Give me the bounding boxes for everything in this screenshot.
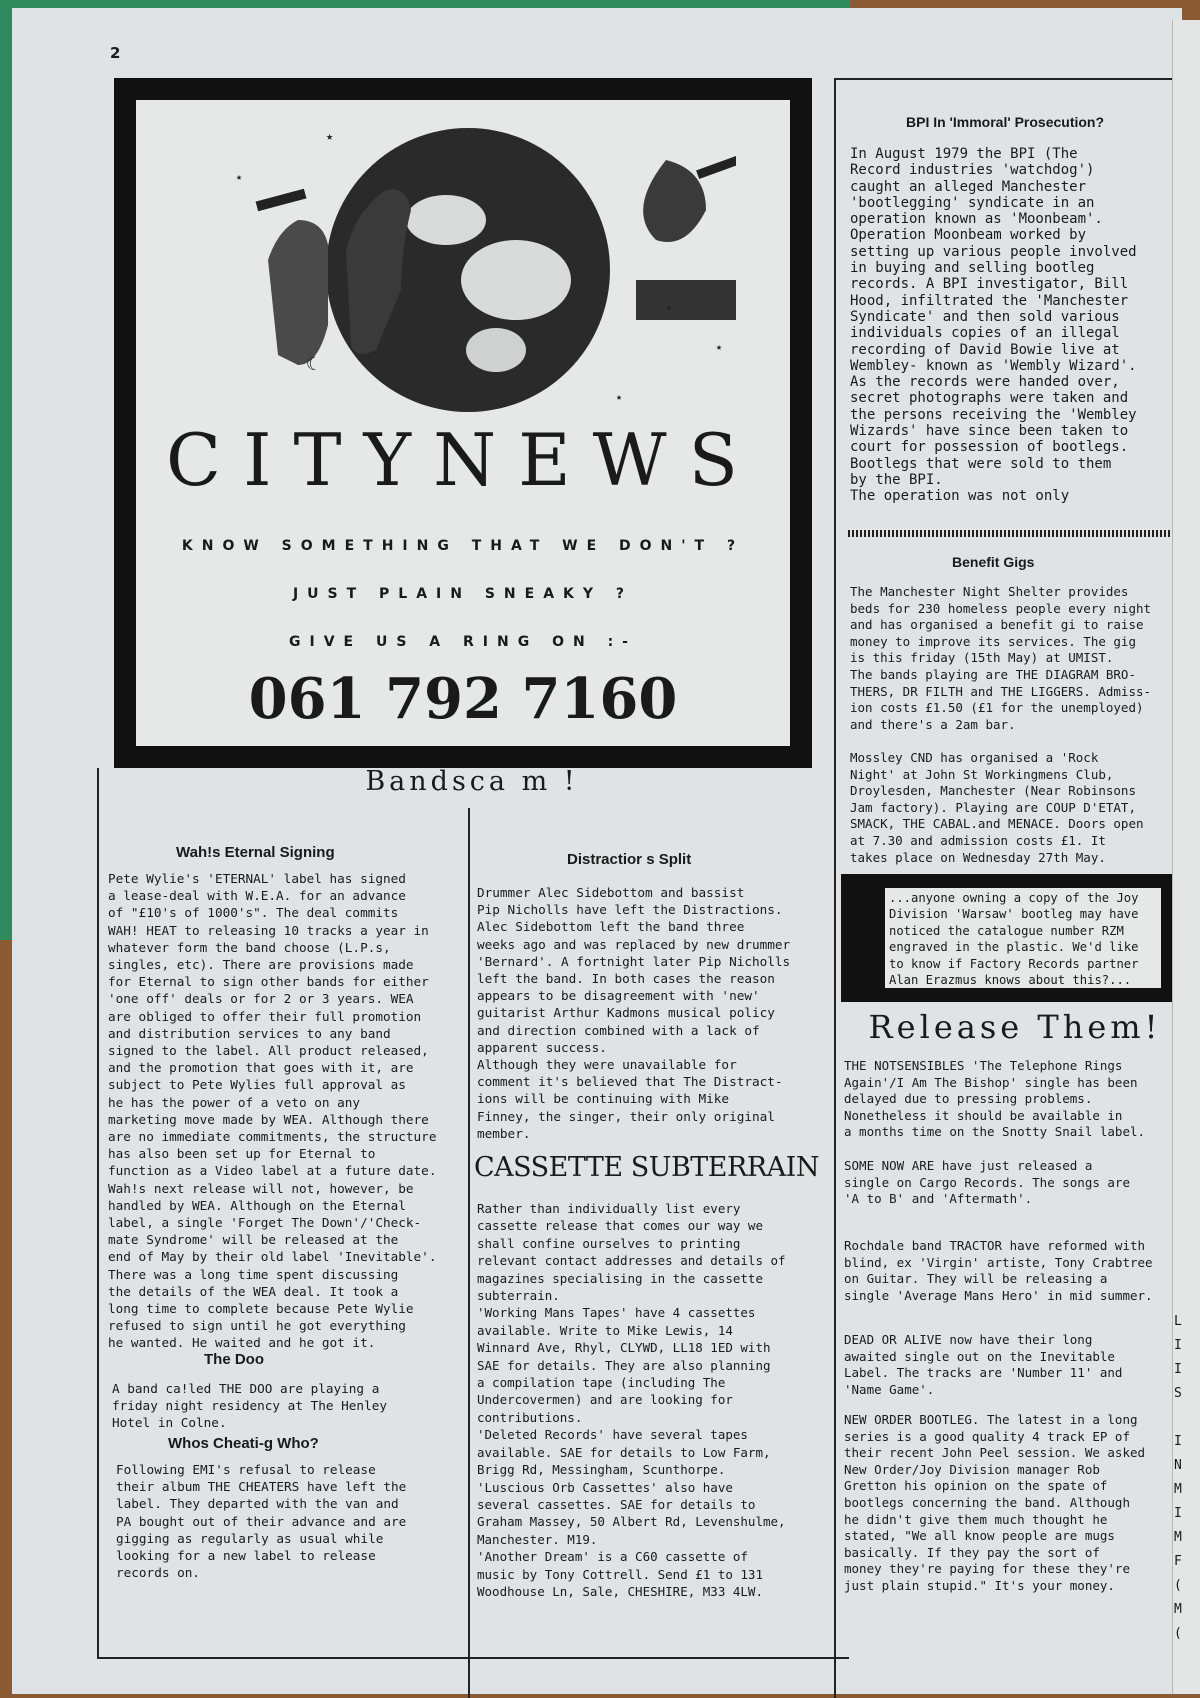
joy-division-notice [841,874,1183,1002]
wah-heading: Wah!s Eternal Signing [176,844,335,861]
advert-title: CITYNEWS [166,418,760,502]
svg-text:★: ★ [326,129,334,143]
advert-line-1: KNOW SOMETHING THAT WE DON'T ? [181,538,745,554]
newspaper-page [12,8,1182,1694]
bpi-article: In August 1979 the BPI (The Record industries 'watchdog') caught an alleged Manchester 'bootlegging' syndicate in an operation known as 'Moonbeam'. Operation Moonbeam worked by setting up various people involved in buying and selling bootleg records. A BPI investigator, Bill Hood, infiltrated the 'Manchester Syndicate' and then sold various individuals copies of an illegal recording of David Bowie live at Wembley- known as 'Wembly Wizard'. As the records were handed over, secret photographs were taken and the persons receiving the 'Wembley Wizards' have since been taken to court for possession of bootlegs. Bootlegs that were sold to them by the BPI. The operation was not only [850,146,1137,505]
flying-carpet-icon [636,280,736,320]
svg-text:☾: ☾ [306,354,317,375]
child-telescope-icon [268,220,328,365]
doo-article: A band ca!led THE DOO are playing a friday night residency at The Henley Hotel in Colne. [112,1381,387,1431]
release-headline: Release Them! [868,1008,1162,1046]
bottom-rule [97,1657,849,1659]
distractions-heading: Distractior s Split [567,851,692,868]
gnome-figure-icon [643,160,706,242]
globe-illustration [196,120,736,420]
cassette-headline: CASSETTE SUBTERRAIN [474,1152,819,1183]
cassette-article: Rather than individually list every cassette release that comes our way we shall confine ourselves to printing relevant contact addresses and details of magazines specialising in the cassette subterrain. 'Working Mans Tapes' have 4 cassettes available. Write to Mike Lewis, 14 Winnard Ave, Rhyl, CLYWD, LL18 1ED with SAE for details. They are also planning a compilation tape (including The Undercovermen) and are looking for contributions. 'Deleted Records' have several tapes available. SAE for details to Low Farm, Brigg Rd, Messingham, Scunthorpe. 'Luscious Orb Cassettes' also have several cassettes. SAE for details to Graham Massey, 50 Albert Rd, Levenshulme, Manchester. M19. 'Another Dream' is a C60 cassette of music by Tony Cottrell. Send £1 to 131 Woodhouse Ln, Sale, CHESHIRE, M33 4LW. [477,1201,786,1599]
svg-text:★: ★ [236,172,243,183]
column-divider [468,808,470,1698]
notice-panel [885,888,1161,988]
benefit-article: The Manchester Night Shelter provides beds for 230 homeless people every night and has organised a benefit gi to raise money to improve its services. The gig is this friday (15th May) at UMIST. The bands playing are THE DIAGRAM BRO- THERS, DR FILTH and THE LIGGERS. Admiss- ion costs £1.50 (£1 for the unemployed) and there's a 2am bar. Mossley CND has organised a 'Rock Night' at John St Workingmens Club, Droylesden, Manchester (Near Robinsons Jam factory). Playing are COUP D'ETAT, SMACK, THE CABAL.and MENACE. Doors open at 7.30 and admission costs £1. It takes place on Wednesday 27th May. [850,584,1152,865]
advert-line-3: GIVE US A RING ON :- [289,634,637,650]
right-column-divider [834,78,836,1698]
doo-heading: The Doo [204,1351,264,1368]
release-item-notsensibles: THE NOTSENSIBLES 'The Telephone Rings Again'/I Am The Bishop' single has been delayed due to pressing problems. Nonetheless it should be available in a months time on the Snotty Snail label. [844,1058,1146,1140]
svg-text:★: ★ [666,302,673,313]
svg-text:★: ★ [716,342,723,353]
benefit-heading: Benefit Gigs [952,554,1035,570]
release-item-new-order: NEW ORDER BOOTLEG. The latest in a long series is a good quality 4 track EP of their recent John Peel session. We asked New Order/Joy Division manager Rob Gretton his opinion on the spate of bootlegs concerning the band. Although he didn't give them much thought he stated, "We all know people are mugs basically. If they pay the sort of money they're paying for these they're just plain stupid." It's your money. [844,1412,1146,1593]
advert-panel [136,100,790,746]
distractions-article: Drummer Alec Sidebottom and bassist Pip Nicholls have left the Distractions. Alec Sidebottom left the band three weeks ago and was replaced by new drummer 'Bernard'. A fortnight later Pip Nicholls left the band. In both cases the reason appears to be disagreement with 'new' guitarist Arthur Kadmons musical policy and direction combined with a lack of apparent success. Although they were unavailable for comment it's believed that The Distract- ions will be continuing with Mike Finney, the singer, their only original member. [477,885,791,1141]
citynews-advert [114,78,812,768]
wah-article: Pete Wylie's 'ETERNAL' label has signed a lease-deal with W.E.A. for an advance of "£10's of 1000's". The deal commits WAH! HEAT to releasing 10 tracks a year in whatever form the band choose (L.P.s, singles, etc). There are provisions made for Eternal to sign other bands for either 'one off' deals or for 2 or 3 years. WEA are obliged to offer their full promotion and distribution services to any band signed to the label. All product released, and the promotion that goes with it, are subject to Pete Wylies full approval as he has the power of a veto on any marketing move made by WEA. Although there are no immediate commitments, the structure has also been set up for Eternal to function as a Video label at a future date. Wah!s next release will not, however, be handled by WEA. Although on the Eternal label, a single 'Forget The Down'/'Check- mate Syndrome' will be released at the end of May by their old label 'Inevitable'. There was a long time spent discussing the details of the WEA deal. It took a long time to complete because Pete Wylie refused to sign until he got everything he wanted. He waited and he got it. [108,871,437,1351]
svg-text:★: ★ [616,392,623,403]
release-item-some-now-are: SOME NOW ARE have just released a single on Cargo Records. The songs are 'A to B' and 'Aftermath'. [844,1158,1130,1207]
release-item-dead-or-alive: DEAD OR ALIVE now have their long awaited single out on the Inevitable Label. The tracks are 'Number 11' and 'Name Game'. [844,1332,1123,1397]
right-column-top-rule [834,78,1184,80]
section-divider-strip [848,530,1186,537]
bandscam-headline: Bandsca m ! [365,766,579,797]
cheating-heading: Whos Cheati-g Who? [168,1435,319,1452]
bpi-heading: BPI In 'Immoral' Prosecution? [906,114,1105,130]
page-number: 2 [110,44,121,62]
cheating-article: Following EMI's refusal to release their album THE CHEATERS have left the label. They departed with the van and PA bought out of their advance and are gigging as regularly as usual while looking for a new label to release records on. [116,1462,407,1581]
notice-text: ...anyone owning a copy of the Joy Division 'Warsaw' bootleg may have noticed the catalogue number RZM engraved in the plastic. We'd like to know if Factory Records partner Alan Erazmus knows about this?... [889,891,1139,988]
release-item-tractor: Rochdale band TRACTOR have reformed with blind, ex 'Virgin' artiste, Tony Crabtree on Guitar. They will be releasing a single 'Average Mans Hero' in mid summer. [844,1238,1153,1303]
advert-phone-number: 061 792 7160 [248,666,678,732]
advert-line-2: JUST PLAIN SNEAKY ? [292,586,634,602]
cut-off-column-text: L I I S I N M I M F ( M ( [1174,1314,1182,1641]
left-border [97,768,99,1658]
